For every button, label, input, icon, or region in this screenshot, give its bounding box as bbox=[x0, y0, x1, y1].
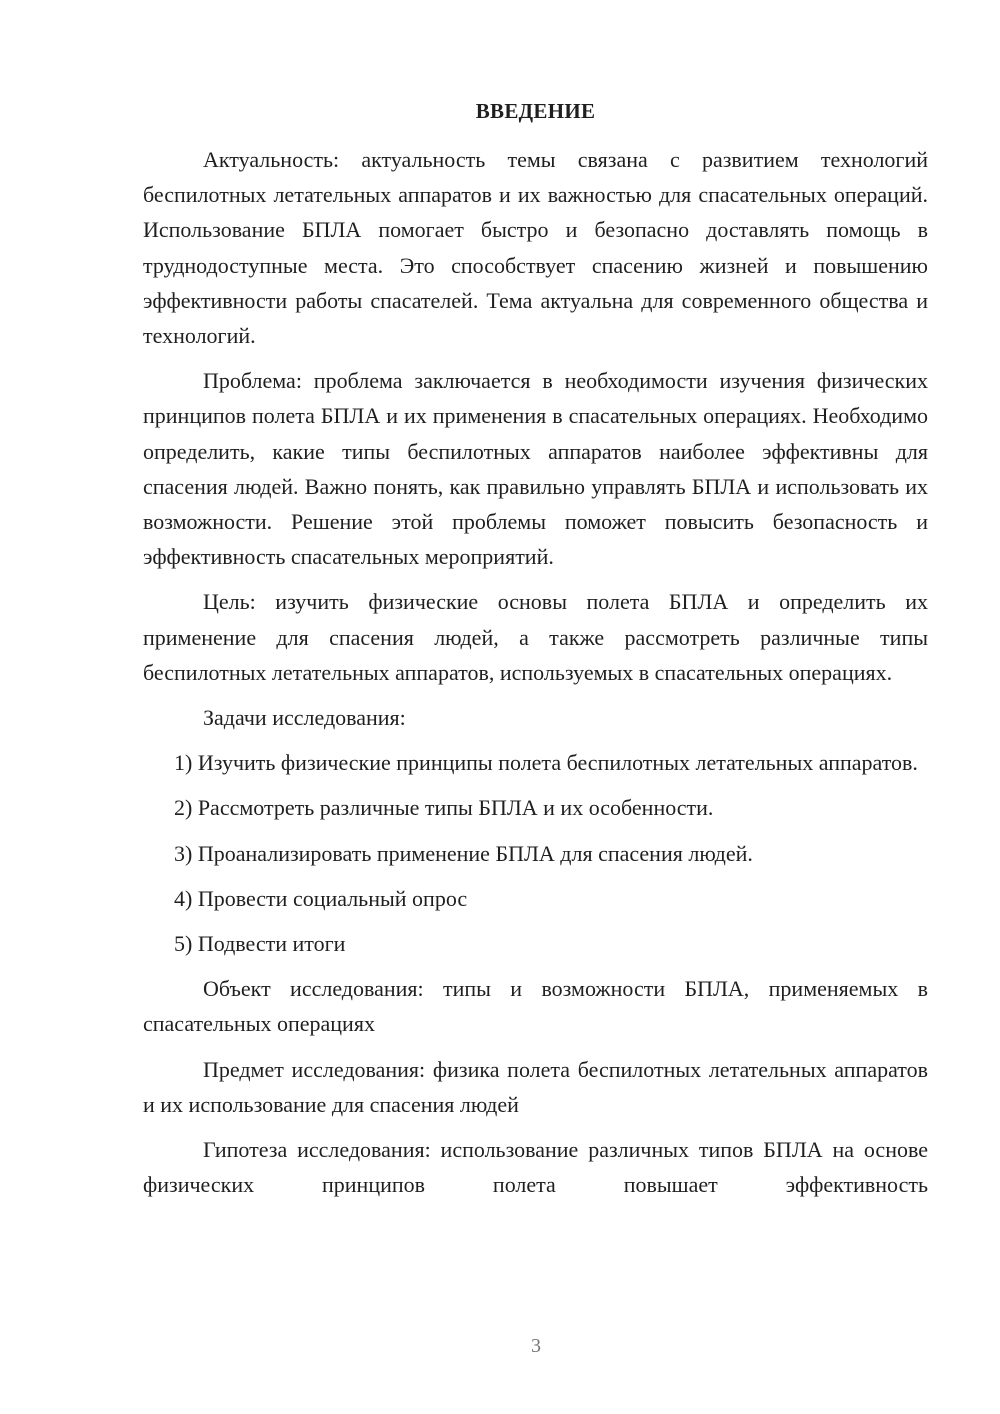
document-body bbox=[143, 142, 928, 1202]
paragraph-relevance: Актуальность: актуальность темы связана с развитием технологий беспилотных летательных аппаратов и их важностью для спасательных операций. Использование БПЛА помогает быстро и безопасно доставлять помощь в труднодоступные места. Это способствует спасению жизней и повышению эффективности работы спасателей. Тема актуальна для современного общества и технологий. bbox=[143, 147, 928, 349]
paragraph-subject: Предмет исследования: физика полета беспилотных летательных аппаратов и их использование для спасения людей bbox=[143, 1056, 928, 1117]
page-title: ВВЕДЕНИЕ bbox=[475, 99, 596, 123]
task-item-2: 2) Рассмотреть различные типы БПЛА и их особенности. bbox=[174, 795, 714, 821]
tasks-heading: Задачи исследования: bbox=[203, 705, 406, 731]
task-item-4: 4) Провести социальный опрос bbox=[174, 885, 468, 911]
paragraph-problem: Проблема: проблема заключается в необходимости изучения физических принципов полета БПЛА и их применения в спасательных операциях. Необходимо определить, какие типы беспилотных аппаратов наиболее эффективны для спасения людей. Важно понять, как правильно управлять БПЛА и использовать их возможности. Решение этой проблемы поможет повысить безопасность и эффективность спасательных мероприятий. bbox=[143, 368, 928, 570]
paragraph-goal: Цель: изучить физические основы полета БПЛА и определить их применение для спасения людей, а также рассмотреть различные типы беспилотных летательных аппаратов, используемых в спасательных операциях. bbox=[143, 589, 928, 685]
task-item-1: 1) Изучить физические принципы полета беспилотных летательных аппаратов. bbox=[174, 750, 918, 776]
task-item-3: 3) Проанализировать применение БПЛА для спасения людей. bbox=[174, 840, 753, 866]
paragraph-object: Объект исследования: типы и возможности БПЛА, применяемых в спасательных операциях bbox=[143, 976, 928, 1037]
paragraph-hypothesis: Гипотеза исследования: использование различных типов БПЛА на основе физических принципов полета повышает эффективность bbox=[143, 1137, 928, 1198]
page-number: 3 bbox=[531, 1335, 541, 1357]
task-item-5: 5) Подвести итоги bbox=[174, 931, 346, 957]
